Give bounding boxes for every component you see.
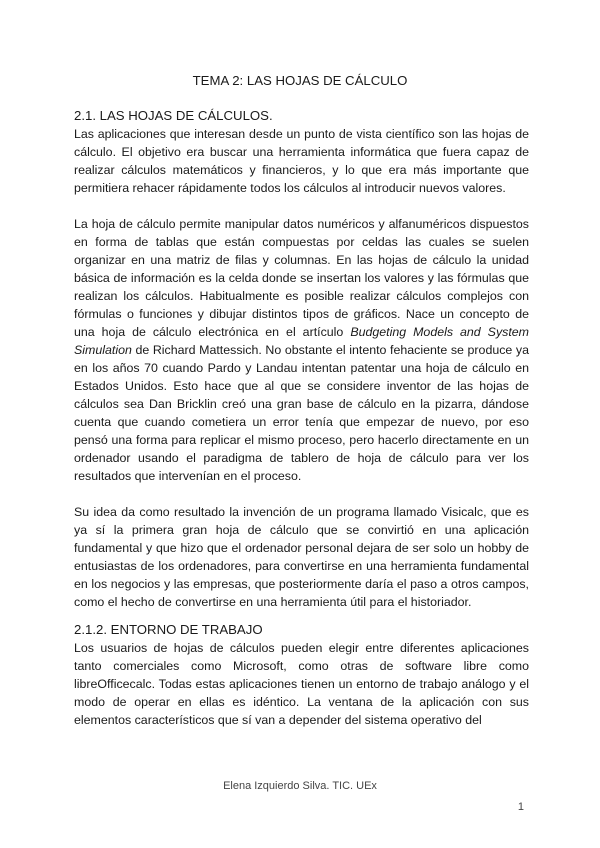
paragraph-hoja-de-calculo — [74, 215, 529, 485]
section-spacer — [74, 611, 529, 621]
page-number: 1 — [517, 801, 524, 813]
paragraph-text-part-1: La hoja de cálculo permite manipular datos numéricos y alfanuméricos dispuestos en forma de tablas que están compuestas por celdas las cuales se suelen organizar en una matriz de filas y columnas. En las hojas de cálculo la unidad básica de información es la celda donde se insertan los valores y las fórmulas que realizan los cálculos. Habitualmente es posible realizar cálculos complejos con fórmulas o funciones y dibujar distintos tipos de gráficos. Nace un concepto de una hoja de cálculo electrónica en el artículo — [74, 217, 529, 339]
article-title-italic: Budgeting Models and System Simulation — [74, 325, 529, 357]
paragraph-entorno: Los usuarios de hojas de cálculos pueden elegir entre diferentes aplicaciones tanto comerciales como Microsoft, como otras de software libre como libreOfficecalc. Todas estas aplicaciones tienen un entorno de trabajo análogo y el modo de operar en ellas es idéntico. La ventana de la aplicación con sus elementos característicos que sí van a depender del sistema operativo del — [74, 641, 529, 727]
paragraph-intro: Las aplicaciones que interesan desde un punto de vista científico son las hojas de cálculo. El objetivo era buscar una herramienta informática que fuera capaz de realizar cálculos matemáticos y financieros, y lo que era más importante que permitiera rehacer rápidamente todos los cálculos al introducir nuevos valores. — [74, 127, 529, 195]
paragraph-visicalc: Su idea da como resultado la invención de un programa llamado Visicalc, que es ya sí la primera gran hoja de cálculo que se convirtió en una aplicación fundamental y que hizo que el ordenador personal dejara de ser solo un hobby de entusiastas de los ordenadores, para convertirse en una herramienta fundamental en los negocios y las empresas, que posteriormente daría el paso a otros campos, como el hecho de convertirse en una herramienta útil para el historiador. — [74, 505, 529, 609]
document-body — [74, 107, 529, 729]
paragraph-spacer — [74, 197, 529, 215]
paragraph-spacer — [74, 485, 529, 503]
paragraph-text-part-2: de Richard Mattessich. No obstante el intento fehaciente se produce ya en los años 70 cuando Pardo y Landau intentan patentar una hoja de cálculo en Estados Unidos. Esto hace que al que se considere inventor de las hojas de cálculos sea Dan Bricklin creó una gran base de cálculo en la pizarra, dándose cuenta que cuando cometiera un error tenía que empezar de nuevo, por eso pensó una forma para replicar el mismo proceso, pero hacerlo directamente en un ordenador usando el paradigma de tablero de hoja de cálculo para ver los resultados que intervenían en el proceso. — [74, 343, 529, 483]
section-heading-hojas-de-calculos: 2.1. LAS HOJAS DE CÁLCULOS. — [74, 108, 273, 123]
section-heading-entorno-de-trabajo: 2.1.2. ENTORNO DE TRABAJO — [74, 622, 263, 637]
footer-author: Elena Izquierdo Silva. TIC. UEx — [223, 780, 377, 792]
document-title: TEMA 2: LAS HOJAS DE CÁLCULO — [192, 73, 408, 88]
